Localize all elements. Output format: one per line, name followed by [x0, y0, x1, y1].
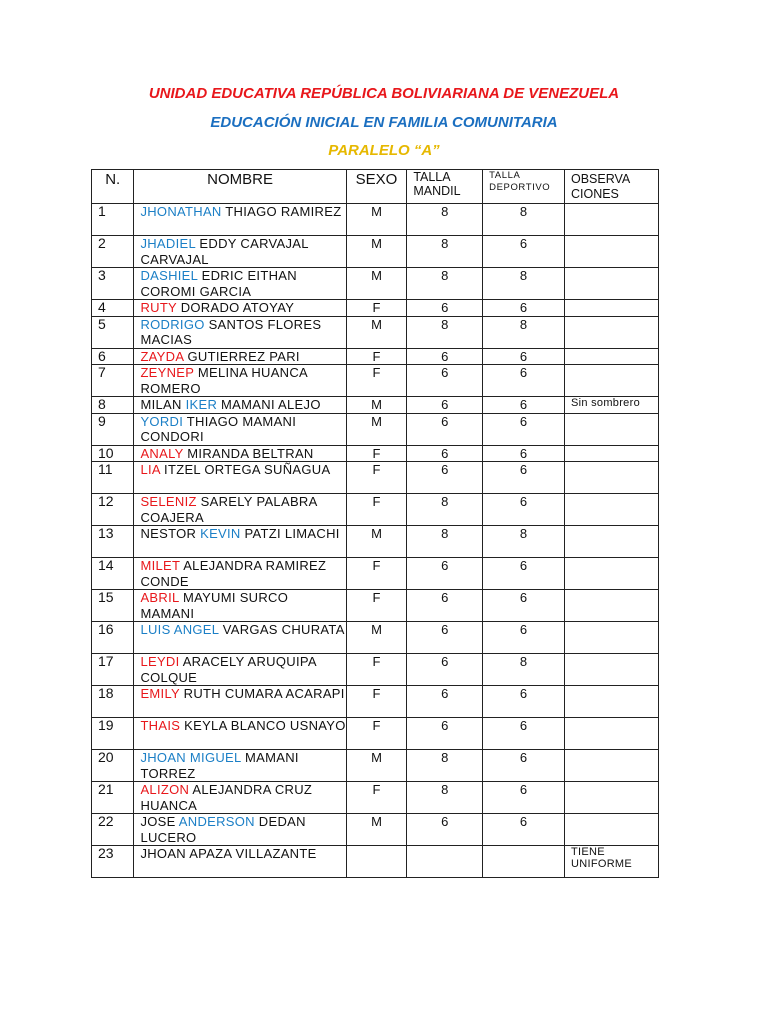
student-name: [134, 814, 346, 846]
header-number: N.: [92, 170, 134, 204]
student-name: [134, 365, 346, 397]
student-name-part: MELINA HUANCA ROMERO: [140, 365, 308, 396]
student-name-part: RODRIGO: [140, 316, 205, 332]
talla-deportivo-value: 6: [483, 782, 565, 814]
student-name-part: SANTOS FLORES MACIAS: [140, 316, 322, 347]
table-row: [92, 348, 659, 365]
student-name-part: MAYUMI SURCO MAMANI: [140, 590, 289, 621]
student-name: [134, 316, 346, 348]
student-name-part: LEYDI: [140, 654, 180, 669]
talla-deportivo-value: 8: [483, 526, 565, 558]
row-number: 20: [92, 750, 134, 782]
row-number: 10: [92, 445, 134, 462]
student-name-part: EDRIC EITHAN COROMI GARCIA: [140, 268, 297, 299]
talla-deportivo-value: 8: [483, 654, 565, 686]
student-name-part: SELENIZ: [140, 494, 197, 509]
student-name: [134, 590, 346, 622]
observacion-value: TIENE UNIFORME: [564, 846, 658, 878]
table-row: [92, 590, 659, 622]
row-number: 4: [92, 300, 134, 317]
talla-deportivo-value: 6: [483, 814, 565, 846]
student-sex: F: [346, 590, 407, 622]
header-name: NOMBRE: [134, 170, 346, 204]
header-sex: SEXO: [346, 170, 407, 204]
student-sex: [346, 846, 407, 878]
talla-deportivo-value: 6: [483, 590, 565, 622]
talla-mandil-value: 6: [407, 348, 483, 365]
observacion-value: [564, 348, 658, 365]
talla-deportivo-value: 6: [483, 494, 565, 526]
student-name-part: ABRIL: [140, 590, 180, 605]
talla-mandil-value: 6: [407, 654, 483, 686]
school-title: UNIDAD EDUCATIVA REPÚBLICA BOLIVIARIANA DE VENEZUELA: [148, 85, 620, 102]
program-subtitle: EDUCACIÓN INICIAL EN FAMILIA COMUNITARIA: [210, 114, 558, 131]
talla-mandil-value: 8: [407, 782, 483, 814]
student-name-part: KEYLA BLANCO USNAYO: [180, 718, 346, 733]
observacion-value: [564, 814, 658, 846]
talla-deportivo-value: [483, 846, 565, 878]
student-name-part: JHOAN APAZA VILLAZANTE: [140, 846, 317, 861]
row-number: 15: [92, 590, 134, 622]
student-name-part: DASHIEL: [140, 268, 198, 283]
student-name: [134, 846, 346, 878]
student-name: [134, 622, 346, 654]
observacion-value: [564, 654, 658, 686]
observacion-value: [564, 718, 658, 750]
student-name-part: YORDI: [140, 413, 184, 429]
student-sex: M: [346, 397, 407, 414]
talla-deportivo-value: 8: [483, 204, 565, 236]
student-name-part: MIRANDA BELTRAN: [183, 445, 314, 461]
observacion-value: [564, 526, 658, 558]
table-row: [92, 526, 659, 558]
row-number: 16: [92, 622, 134, 654]
student-name-part: RUTH CUMARA ACARAPI: [179, 686, 345, 701]
table-row: [92, 494, 659, 526]
observacion-value: [564, 750, 658, 782]
talla-deportivo-value: 6: [483, 718, 565, 750]
observacion-value: [564, 300, 658, 317]
table-header-row: [92, 170, 659, 204]
student-name: [134, 526, 346, 558]
row-number: 11: [92, 462, 134, 494]
student-sex: M: [346, 526, 407, 558]
student-name: [134, 718, 346, 750]
student-name-part: MAMANI ALEJO: [217, 397, 321, 412]
talla-deportivo-value: 6: [483, 445, 565, 462]
table-row: [92, 204, 659, 236]
talla-mandil-value: 8: [407, 204, 483, 236]
student-sex: M: [346, 814, 407, 846]
student-sex: F: [346, 494, 407, 526]
student-name: [134, 462, 346, 494]
talla-deportivo-value: 6: [483, 558, 565, 590]
observacion-value: [564, 204, 658, 236]
header-observaciones-line1: OBSERVA: [570, 172, 631, 186]
student-sex: F: [346, 558, 407, 590]
talla-deportivo-value: 6: [483, 397, 565, 414]
table-row: [92, 462, 659, 494]
student-name-part: MILAN: [140, 397, 186, 412]
student-name-part: PATZI LIMACHI: [240, 526, 340, 541]
talla-deportivo-value: 6: [483, 236, 565, 268]
student-sex: F: [346, 365, 407, 397]
student-name: [134, 204, 346, 236]
student-name-part: LUIS ANGEL: [140, 622, 219, 637]
student-name: [134, 558, 346, 590]
student-name: [134, 397, 346, 414]
row-number: 13: [92, 526, 134, 558]
observacion-value: [564, 558, 658, 590]
observacion-value: [564, 236, 658, 268]
student-name-part: SARELY PALABRA COAJERA: [140, 494, 317, 525]
row-number: 19: [92, 718, 134, 750]
table-row: [92, 686, 659, 718]
talla-mandil-value: 8: [407, 236, 483, 268]
talla-deportivo-value: 6: [483, 750, 565, 782]
student-name-part: THAIS: [140, 718, 181, 733]
observacion-value: [564, 268, 658, 300]
talla-mandil-value: 6: [407, 590, 483, 622]
student-sex: M: [346, 316, 407, 348]
row-number: 2: [92, 236, 134, 268]
header-observaciones: [564, 170, 658, 204]
table-row: [92, 558, 659, 590]
observacion-value: [564, 782, 658, 814]
student-name: [134, 686, 346, 718]
student-sex: F: [346, 654, 407, 686]
observacion-value: [564, 365, 658, 397]
header-talla-deportivo-line2: DEPORTIVO: [489, 182, 551, 193]
student-name-part: ZEYNEP: [140, 365, 195, 380]
talla-mandil-value: 6: [407, 300, 483, 317]
student-name-part: KEVIN: [200, 526, 241, 541]
student-name-part: ZAYDA: [140, 348, 184, 364]
table-row: [92, 300, 659, 317]
student-sex: F: [346, 348, 407, 365]
student-name-part: EMILY: [140, 686, 180, 701]
roster-body: [92, 204, 659, 878]
row-number: 12: [92, 494, 134, 526]
observacion-value: [564, 316, 658, 348]
talla-mandil-value: 6: [407, 365, 483, 397]
header-talla-mandil: [407, 170, 483, 204]
header-observaciones-line2: CIONES: [570, 187, 619, 201]
table-row: [92, 365, 659, 397]
table-row: [92, 814, 659, 846]
row-number: 8: [92, 397, 134, 414]
observacion-value: [564, 590, 658, 622]
row-number: 14: [92, 558, 134, 590]
talla-deportivo-value: 6: [483, 462, 565, 494]
talla-deportivo-value: 6: [483, 348, 565, 365]
student-name: [134, 654, 346, 686]
student-name-part: GUTIERREZ PARI: [183, 348, 300, 364]
student-sex: F: [346, 782, 407, 814]
student-sex: M: [346, 622, 407, 654]
talla-mandil-value: 6: [407, 397, 483, 414]
student-name-part: JOSE: [140, 814, 179, 829]
talla-mandil-value: 8: [407, 268, 483, 300]
student-name-part: ANALY: [140, 445, 184, 461]
student-name-part: DEDAN LUCERO: [140, 814, 306, 845]
talla-mandil-value: 6: [407, 413, 483, 445]
talla-mandil-value: 6: [407, 686, 483, 718]
student-sex: M: [346, 236, 407, 268]
talla-deportivo-value: 6: [483, 300, 565, 317]
talla-deportivo-value: 8: [483, 316, 565, 348]
talla-mandil-value: 8: [407, 494, 483, 526]
talla-mandil-value: 6: [407, 462, 483, 494]
student-name-part: ALEJANDRA RAMIREZ CONDE: [140, 558, 327, 589]
header-talla-deportivo: [483, 170, 565, 204]
row-number: 22: [92, 814, 134, 846]
talla-mandil-value: 6: [407, 445, 483, 462]
talla-mandil-value: 6: [407, 558, 483, 590]
student-name: [134, 236, 346, 268]
observacion-value: [564, 413, 658, 445]
talla-mandil-value: 6: [407, 622, 483, 654]
row-number: 18: [92, 686, 134, 718]
student-sex: F: [346, 718, 407, 750]
observacion-value: [564, 494, 658, 526]
student-name-part: RUTY: [140, 300, 177, 315]
table-row: [92, 750, 659, 782]
student-name: [134, 782, 346, 814]
talla-mandil-value: 6: [407, 718, 483, 750]
row-number: 23: [92, 846, 134, 878]
observacion-value: [564, 462, 658, 494]
talla-mandil-value: 6: [407, 814, 483, 846]
talla-deportivo-value: 6: [483, 686, 565, 718]
row-number: 1: [92, 204, 134, 236]
student-name-part: NESTOR: [140, 526, 201, 541]
talla-deportivo-value: 8: [483, 268, 565, 300]
student-sex: M: [346, 204, 407, 236]
student-name: [134, 348, 346, 365]
student-name-part: ALEJANDRA CRUZ HUANCA: [140, 782, 313, 813]
student-name-part: DORADO ATOYAY: [176, 300, 295, 315]
student-name-part: LIA: [140, 462, 161, 477]
observacion-value: Sin sombrero: [564, 397, 658, 414]
table-row: [92, 397, 659, 414]
student-name: [134, 750, 346, 782]
student-name: [134, 494, 346, 526]
observacion-value: [564, 445, 658, 462]
section-label: PARALELO “A”: [328, 142, 440, 159]
table-row: [92, 782, 659, 814]
table-row: [92, 236, 659, 268]
table-row: [92, 654, 659, 686]
student-name-part: JHADIEL: [140, 236, 196, 251]
row-number: 21: [92, 782, 134, 814]
student-name-part: ITZEL ORTEGA SUÑAGUA: [160, 462, 331, 477]
row-number: 9: [92, 413, 134, 445]
student-name-part: JHONATHAN: [140, 204, 222, 219]
table-row: [92, 622, 659, 654]
observacion-value: [564, 686, 658, 718]
header-talla-mandil-line1: TALLA: [413, 170, 451, 184]
talla-mandil-value: 8: [407, 526, 483, 558]
student-name-part: THIAGO MAMANI CONDORI: [140, 413, 297, 444]
table-row: [92, 413, 659, 445]
student-name-part: ANDERSON: [178, 814, 255, 829]
student-sex: F: [346, 686, 407, 718]
student-name-part: JHOAN MIGUEL: [140, 750, 242, 765]
student-sex: F: [346, 300, 407, 317]
student-name-part: MILET: [140, 558, 180, 573]
student-sex: F: [346, 462, 407, 494]
talla-deportivo-value: 6: [483, 413, 565, 445]
student-name-part: ARACELY ARUQUIPA COLQUE: [140, 654, 317, 685]
row-number: 5: [92, 316, 134, 348]
student-name: [134, 300, 346, 317]
student-name-part: EDDY CARVAJAL CARVAJAL: [140, 236, 309, 267]
student-name-part: THIAGO RAMIREZ: [221, 204, 342, 219]
table-row: [92, 846, 659, 878]
row-number: 17: [92, 654, 134, 686]
table-row: [92, 445, 659, 462]
talla-mandil-value: 8: [407, 316, 483, 348]
table-row: [92, 268, 659, 300]
student-name-part: VARGAS CHURATA: [218, 622, 345, 637]
student-name-part: IKER: [185, 397, 218, 412]
talla-mandil-value: 8: [407, 750, 483, 782]
student-roster-table: [91, 169, 659, 878]
student-sex: M: [346, 268, 407, 300]
row-number: 7: [92, 365, 134, 397]
table-row: [92, 316, 659, 348]
student-sex: F: [346, 445, 407, 462]
talla-deportivo-value: 6: [483, 622, 565, 654]
student-name: [134, 445, 346, 462]
header-talla-mandil-line2: MANDIL: [413, 184, 461, 198]
student-sex: M: [346, 750, 407, 782]
header-talla-deportivo-line1: TALLA: [489, 170, 521, 181]
observacion-value: [564, 622, 658, 654]
student-name-part: MAMANI TORREZ: [140, 750, 299, 781]
student-sex: M: [346, 413, 407, 445]
row-number: 6: [92, 348, 134, 365]
talla-mandil-value: [407, 846, 483, 878]
student-name-part: ALIZON: [140, 782, 190, 797]
row-number: 3: [92, 268, 134, 300]
student-name: [134, 413, 346, 445]
table-row: [92, 718, 659, 750]
talla-deportivo-value: 6: [483, 365, 565, 397]
student-name: [134, 268, 346, 300]
